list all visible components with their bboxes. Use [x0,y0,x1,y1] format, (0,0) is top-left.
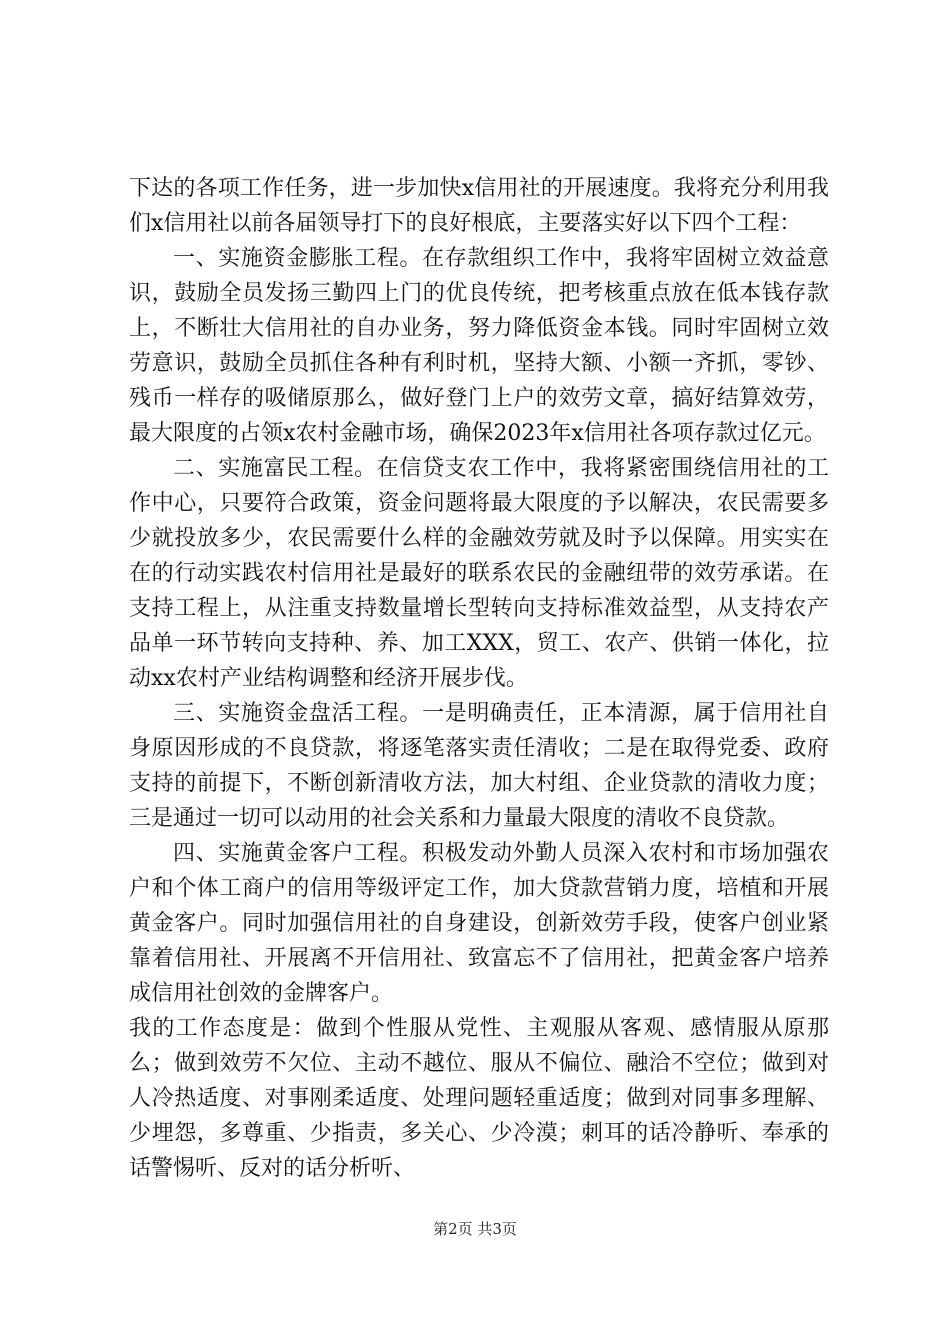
page-footer: 第2页 共3页 [433,1220,517,1238]
document-body [129,171,829,1186]
paragraph-project-3: 三、实施资金盘活工程。一是明确责任，正本清源，属于信用社自身原因形成的不良贷款，将逐笔落实责任清收；二是在取得党委、政府支持的前提下，不断创新清收方法，加大村组、企业贷款的清收力度；三是通过一切可以动用的社会关系和力量最大限度的清收不良贷款。 [129,701,829,831]
paragraph-intro: 下达的各项工作任务，进一步加快x信用社的开展速度。我将充分利用我们x信用社以前各届领导打下的良好根底，主要落实好以下四个工程： [129,176,829,236]
paragraph-work-attitude: 我的工作态度是：做到个性服从党性、主观服从客观、感情服从原那么；做到效劳不欠位、主动不越位、服从不偏位、融洽不空位；做到对人冷热适度、对事刚柔适度、处理问题轻重适度；做到对同事多理解、少埋怨，多尊重、少指责，多关心、少冷漠；刺耳的话冷静听、奉承的话警惕听、反对的话分析听、 [129,1016,829,1181]
paragraph-project-1: 一、实施资金膨胀工程。在存款组织工作中，我将牢固树立效益意识，鼓励全员发扬三勤四上门的优良传统，把考核重点放在低本钱存款上，不断壮大信用社的自办业务，努力降低资金本钱。同时牢固树立效劳意识，鼓励全员抓住各种有利时机，坚持大额、小额一齐抓，零钞、残币一样存的吸储原那么，做好登门上户的效劳文章，搞好结算效劳，最大限度的占领x农村金融市场，确保2023年x信用社各项存款过亿元。 [129,246,829,446]
paragraph-project-4: 四、实施黄金客户工程。积极发动外勤人员深入农村和市场加强农户和个体工商户的信用等级评定工作，加大贷款营销力度，培植和开展黄金客户。同时加强信用社的自身建设，创新效劳手段，使客户创业紧靠着信用社、开展离不开信用社、致富忘不了信用社，把黄金客户培养成信用社创效的金牌客户。 [129,841,829,1006]
paragraph-project-2: 二、实施富民工程。在信贷支农工作中，我将紧密围绕信用社的工作中心，只要符合政策，资金问题将最大限度的予以解决，农民需要多少就投放多少，农民需要什么样的金融效劳就及时予以保障。用实实在在的行动实践农村信用社是最好的联系农民的金融纽带的效劳承诺。在支持工程上，从注重支持数量增长型转向支持标准效益型，从支持农产品单一环节转向支持种、养、加工XXX，贸工、农产、供销一体化，拉动xx农村产业结构调整和经济开展步伐。 [129,456,829,691]
